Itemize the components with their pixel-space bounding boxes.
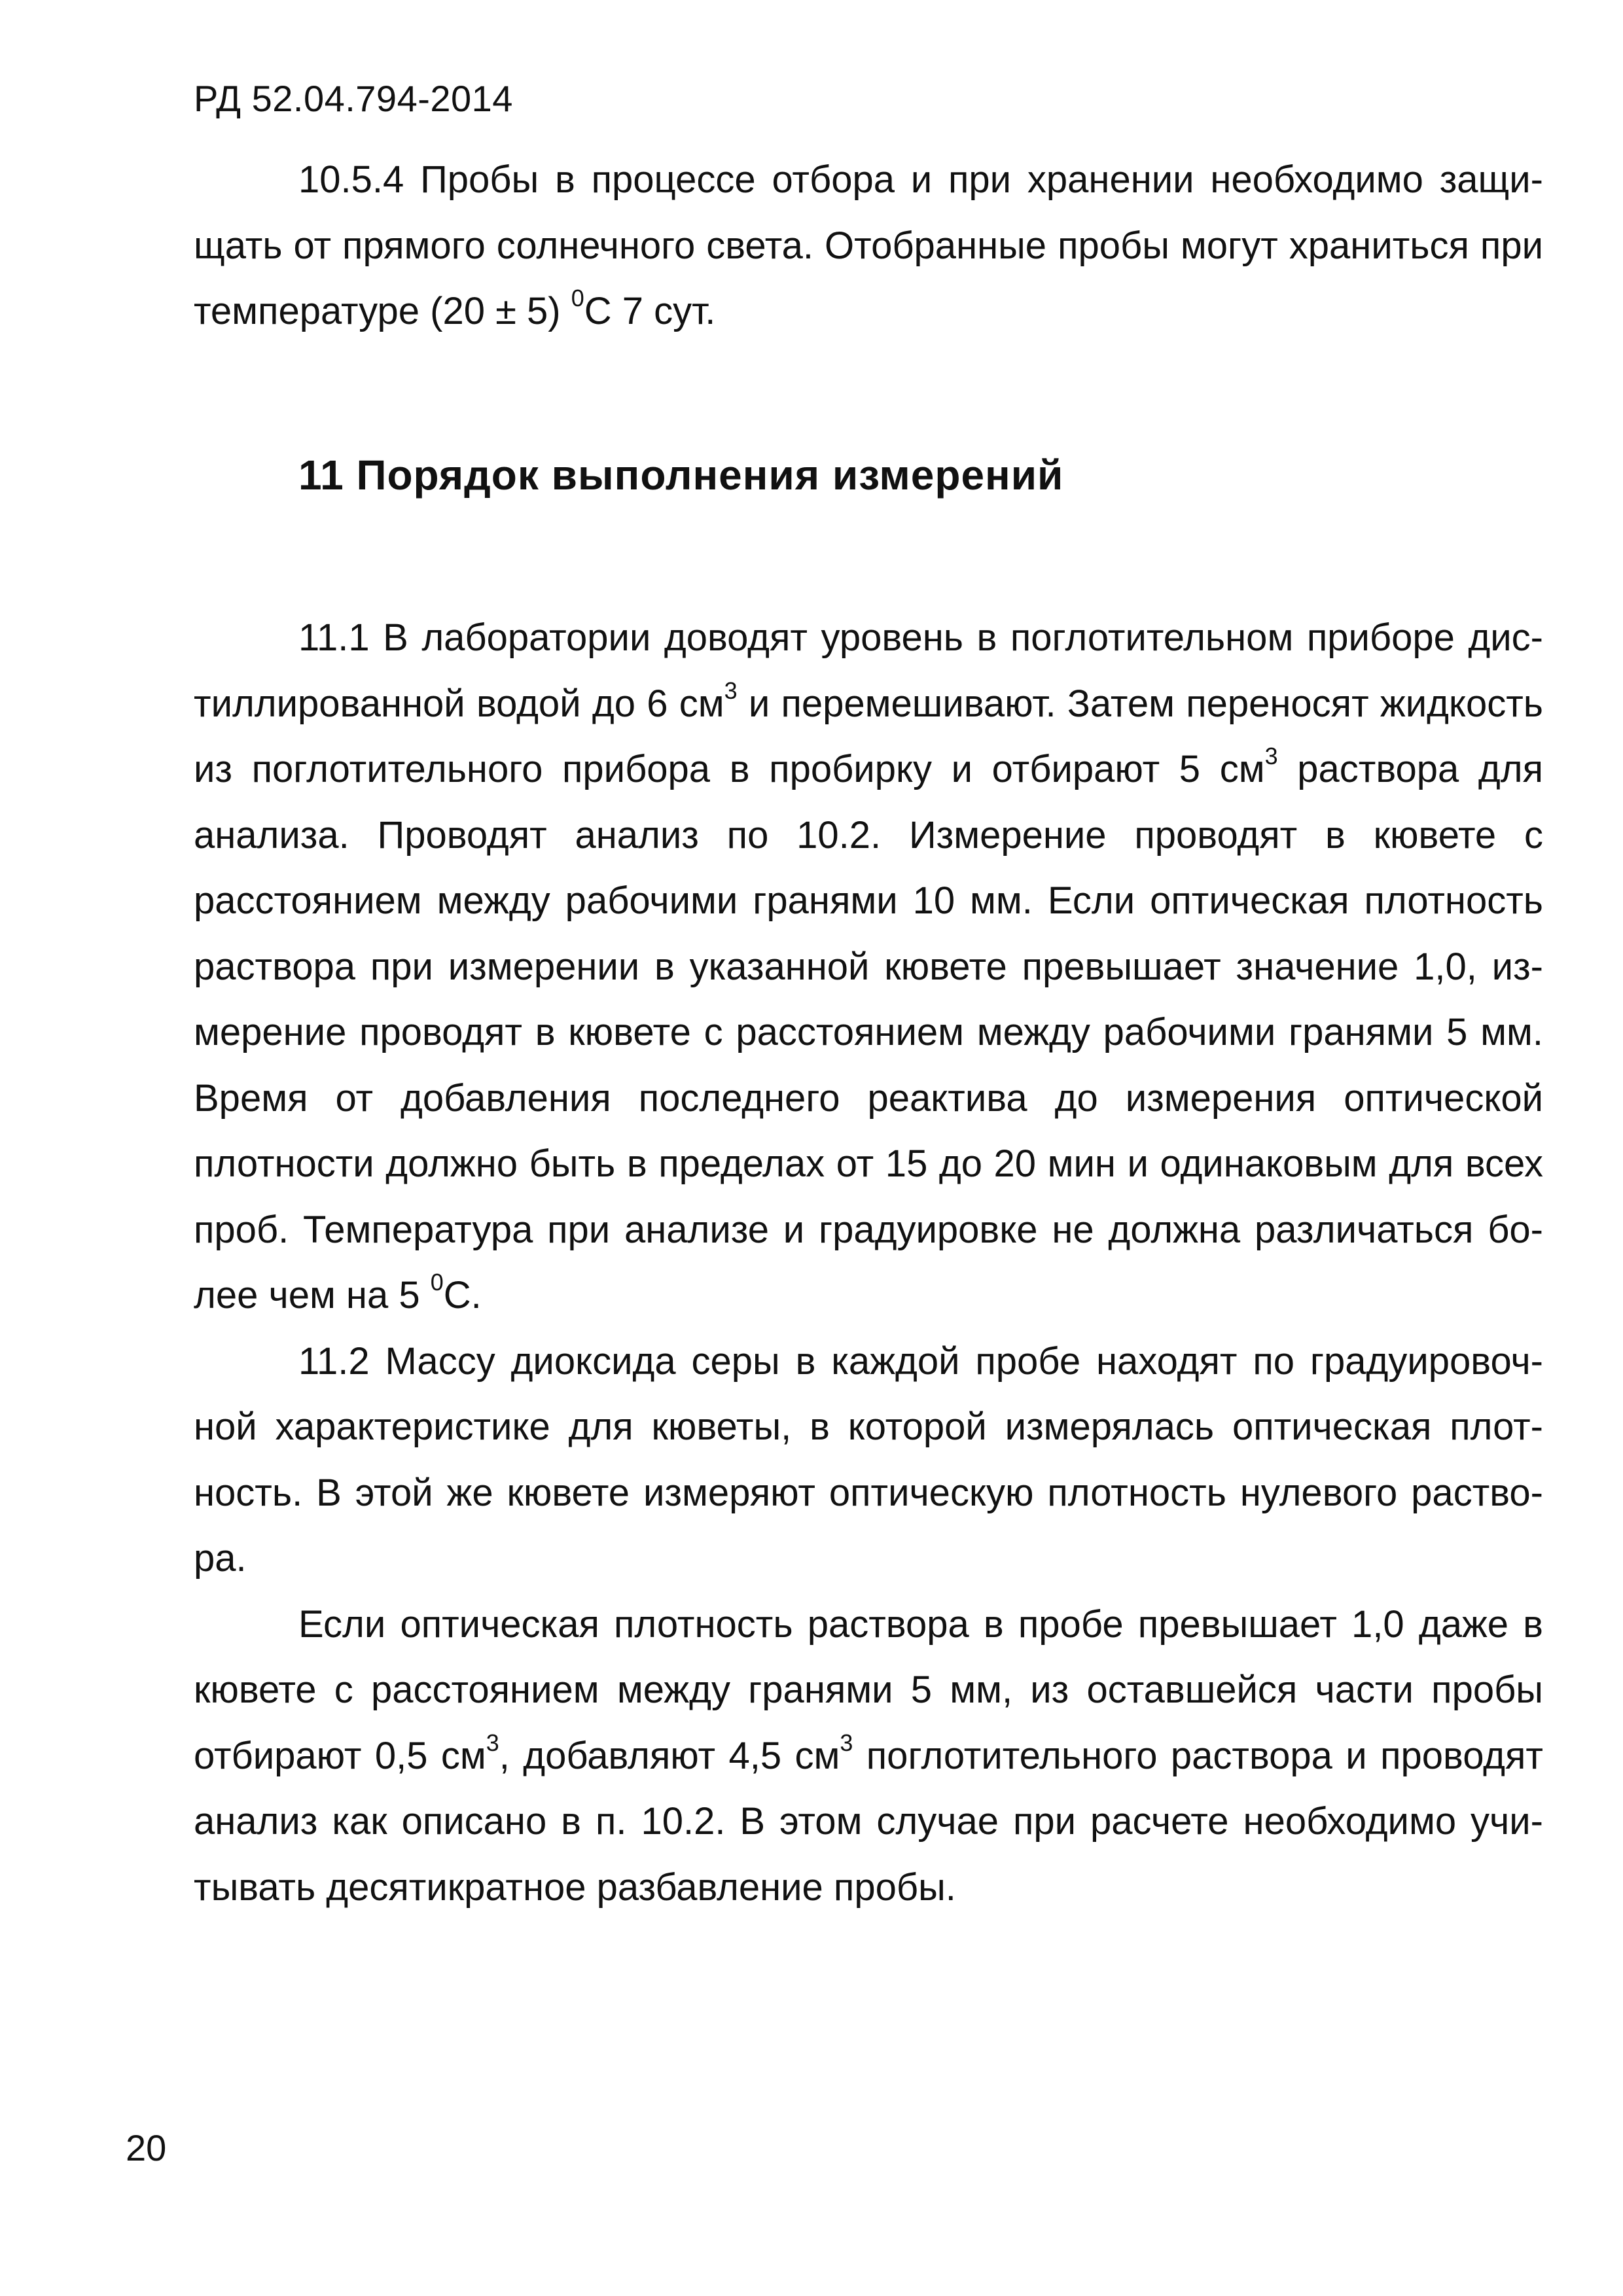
paragraph-text: С 7 сут. bbox=[584, 290, 716, 332]
paragraph-text: 10.5.4 Пробы в процессе отбора и при хранении необходимо защищать от прямого солнечного света. Отобранные пробы могут храниться при температуре (20 ± 5) bbox=[194, 158, 1543, 332]
paragraph-text: С. bbox=[443, 1274, 482, 1316]
paragraph-text: поглотительного раствора и проводят анализ как описано в п. 10.2. В этом случае при расчете необходимо учитывать десятикратное разбавление пробы. bbox=[194, 1734, 1543, 1909]
section-10-5-4 bbox=[194, 147, 1543, 345]
paragraph-11-2-dilution bbox=[194, 1592, 1543, 1921]
document-code: РД 52.04.794-2014 bbox=[194, 78, 513, 119]
paragraph-11-1 bbox=[194, 605, 1543, 1329]
paragraph-11-2: 11.2 Массу диоксида серы в каждой пробе находят по градуировочной характеристике для кюветы, в которой измерялась оптическая плотность. В этой же кювете измеряют оптическую плотность нулевого раствора. bbox=[194, 1339, 1543, 1580]
section-11-body bbox=[194, 605, 1543, 1920]
section-heading: 11 Порядок выполнения измерений bbox=[298, 451, 1064, 499]
cubic-superscript: 3 bbox=[1264, 743, 1278, 770]
paragraph-text: , добавляют 4,5 см bbox=[499, 1734, 840, 1777]
paragraph-text: 11.1 В лаборатории доводят уровень в поглотительном приборе дистиллированной водой до 6 см bbox=[194, 616, 1543, 725]
paragraph-text: и перемешивают. Затем переносят жидкость из поглотительного прибора в пробирку и отбирают 5 см bbox=[194, 682, 1543, 790]
degree-superscript: 0 bbox=[430, 1269, 444, 1296]
degree-superscript: 0 bbox=[571, 285, 584, 312]
paragraph-10-5-4 bbox=[194, 147, 1543, 345]
paragraph-text: Если оптическая плотность раствора в пробе превышает 1,0 даже в кювете с расстоянием между гранями 5 мм, из оставшейся части пробы отбирают 0,5 см bbox=[194, 1602, 1543, 1777]
cubic-superscript: 3 bbox=[486, 1729, 499, 1756]
cubic-superscript: 3 bbox=[840, 1729, 853, 1756]
cubic-superscript: 3 bbox=[724, 677, 738, 704]
paragraph-text: раствора для анализа. Проводят анализ по 10.2. Измерение проводят в кювете с расстоянием между рабочими гранями 10 мм. Если оптическая плотность раствора при измерении в указанной кювете превышает значение 1,0, измерение проводят в кювете с расстоянием между рабочими гранями 5 мм. Время от добавления последнего реактива до измерения оптической плотности должно быть в пределах от 15 до 20 мин и одинаковым для всех проб. Температура при анализе и градуировке не должна различаться более чем на 5 bbox=[194, 748, 1543, 1316]
page-number: 20 bbox=[126, 2127, 167, 2168]
